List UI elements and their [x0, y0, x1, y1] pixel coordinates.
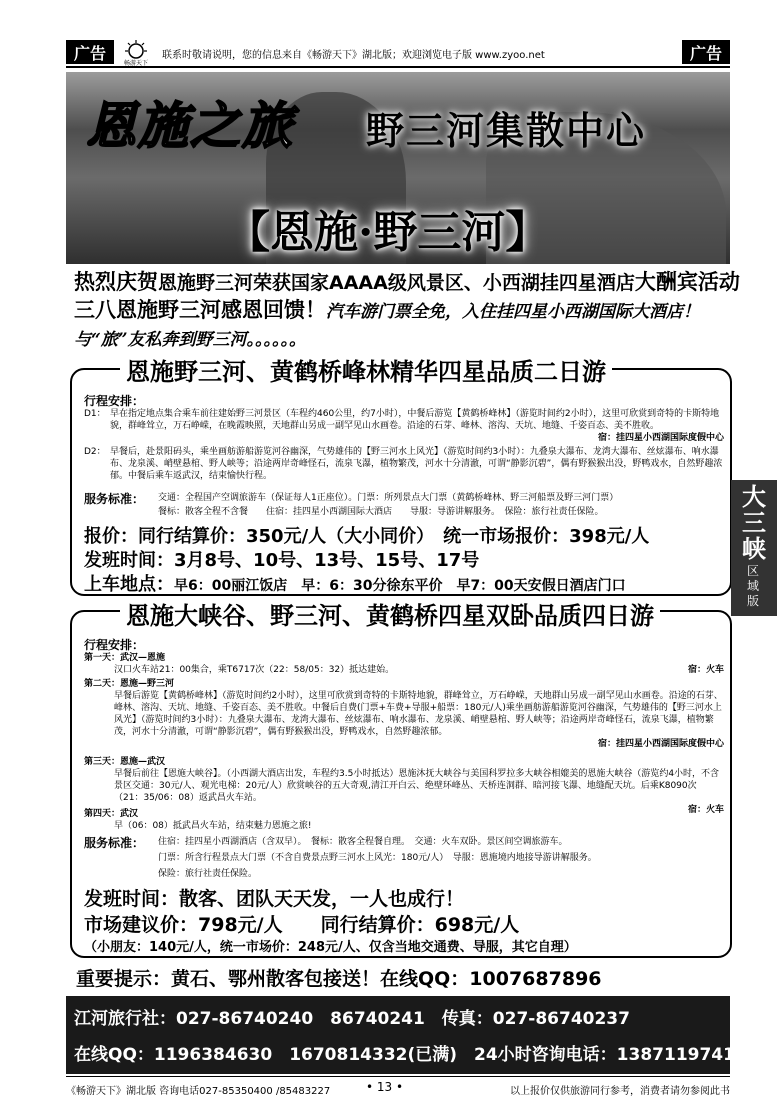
contact-band [66, 996, 747, 1074]
important-notice: 重要提示：黄石、鄂州散客包接送！在线QQ：1007687896 [76, 968, 602, 990]
tour-package-2 [70, 601, 732, 958]
service-label: 服务标准： [84, 492, 145, 506]
tour-1-price: 报价：同行结算价：350元/人（大小同价） 统一市场报价：398元/人 [84, 526, 650, 547]
tour-2-service-3: 保险：旅行社责任保险。 [158, 869, 258, 879]
tour-1-day-2: D2： 早餐后，赴景阳码头，乘坐画舫游船游览河谷幽深，气势雄伟的【野三河水上风光】（游览时间约3小时）：九叠泉大瀑布、龙湾大瀑布、丝炫瀑布、响水瀑布、龙泉溪、峭壁悬棺、野人峡等；沿途两岸奇峰怪石，流泉飞瀑，植物繁茂，河水十分清澈，可谓“静影沉碧”，偶有野猴猴出没，野鸭戏水，自然野趣浓郁。中餐后乘车返武汉，结束愉快行程。 [84, 447, 723, 481]
tour-1-service-1: 交通：全程国产空调旅游车（保证每人1正座位）。门票：所列景点大门票（黄鹤桥峰林、野三河船票及野三河门票） [158, 493, 619, 503]
tour-2-day-1: 第一天：武汉—恩施 汉口火车站21：00集合，乘T6717次（22：58/05：32）抵达建始。 宿：火车 [84, 653, 724, 675]
ad-label-right: 广告 [682, 40, 730, 64]
tour-2-day-4: 第四天：武汉 早（06：08）抵武昌火车站，结束魅力恩施之旅! [84, 809, 312, 831]
header-notice: 联系时敬请说明，您的信息来自《畅游天下》湖北版；欢迎浏览电子版 www.zyoo.net [162, 50, 545, 61]
tour-2-day-3: 第三天：恩施—武汉 早餐后前往【恩施大峡谷】。（小西湖大酒店出发，车程约3.5小时抵达）恩施沐抚大峡谷与美国科罗拉多大峡谷相媲美的恩施大峡谷（游览约4小时，不含景区交通：30元/人、观光电梯：20元/人）欣赏峡谷的五大奇观,清江开白云、绝壁环峰丛、天桥连洞群、暗河接飞瀑、地缝配天坑。后乘K8090次（21：35/06：08）返武昌火车站。 宿：火车 [84, 757, 724, 815]
tour-1-pickup: 上车地点：早6：00丽江饭店 早：6：30分徐东平价 早7：00天安假日酒店门口 [84, 574, 626, 595]
tour-2-service-2: 门票：所含行程景点大门票（不含自费景点野三河水上风光：180元/人） 导服：恩施境内地接导游讲解服务。 [158, 853, 597, 863]
svg-text:畅游天下: 畅游天下 [123, 60, 149, 66]
banner-title: 野三河集散中心 [366, 108, 647, 153]
tour-2-day-2: 第二天：恩施—野三河 早餐后游览【黄鹤桥峰林】（游览时间约2小时），这里可欣赏到奇特的卡斯特地貌，群峰耸立，万石峥嵘，天地群山另成一副罕见山水画卷。沿途的石芽、峰林、溶沟、天坑、地缝、千姿百态、美不胜收。中餐后自费(门票+车费+导服+船票：180元/人)乘坐画舫游船游览河谷幽深，气势雄伟的【野三河水上风光】（游览时间约3小时）：九叠泉大瀑布、龙湾大瀑布、丝炫瀑布、响水瀑布、龙泉溪、峭壁悬棺、野人峡等；沿途两岸奇峰怪石，流泉飞瀑，植物繁茂，河水十分清澈，可谓“静影沉碧”，偶有野猴猴出没，野鸭戏水，自然野趣浓郁。 宿：挂四星小西湖国际度假中心 [84, 679, 724, 749]
tour-2-price: 市场建议价：798元/人 同行结算价：698元/人 [84, 914, 520, 936]
region-tab: 大三峡 区域版 [731, 480, 777, 616]
ad-label-left: 广告 [66, 40, 114, 64]
hero-banner [66, 72, 730, 264]
contact-qq-line: 在线QQ：1196384630 1670814332(已满) 24小时咨询电话：13871197411 [74, 1045, 747, 1065]
tour-2-title: 恩施大峡谷、野三河、黄鹤桥四星双卧品质四日游 [120, 596, 660, 631]
footer-publication: 《畅游天下》湖北版 咨询电话027-85350400 /85483227 [66, 1086, 331, 1097]
tour-1-service-2: 餐标：散客全程不含餐 住宿：挂四星小西湖国际大酒店 导服：导游讲解服务。 保险：旅行社责任保险。 [158, 507, 604, 517]
tour-package-1 [70, 357, 732, 596]
tour-1-title: 恩施野三河、黄鹤桥峰林精华四星品质二日游 [120, 352, 612, 387]
tour-1-day-1: D1： 早在指定地点集合乘车前往建始野三河景区（车程约460公里，约7小时），中餐后游览【黄鹤桥峰林】（游览时间约2小时），这里可欣赏到奇特的卡斯特地貌，群峰耸立，万石峥嵘，在晚霞映照，天地群山另成一副罕见山水画卷。沿途的石芽、峰林、溶沟、天坑、地缝、千姿百态、美不胜收。 宿：挂四星小西湖国际度假中心 [84, 409, 724, 443]
itinerary-label-2: 行程安排： [84, 638, 145, 652]
contact-phone-line: 江河旅行社：027-86740240 86740241 传真：027-86740237 [74, 1009, 630, 1029]
page-number: • 13 • [366, 1080, 404, 1094]
footer-divider [66, 1076, 730, 1077]
banner-subtitle: 【恩施·野三河】 [226, 207, 550, 258]
headline-congrats: 热烈庆贺恩施野三河荣获国家AAAA级风景区、小西湖挂四星酒店大酬宾活动 [74, 270, 740, 294]
tour-2-service-1: 住宿：挂四星小西湖酒店（含双早）。 餐标：散客全程餐自理。 交通：火车双卧。景区间空调旅游车。 [158, 837, 568, 847]
brand-title: 恩施之旅 [86, 96, 294, 155]
tour-1-departure: 发班时间：3月8号、10号、13号、15号、17号 [84, 550, 480, 571]
headline-promo: 三八恩施野三河感恩回馈！汽车游门票全免，入住挂四星小西湖国际大酒店！与“旅”友私奔到野三河。。。。。。 [74, 297, 700, 350]
tour-2-child-price: （小朋友：140元/人，统一市场价：248元/人、仅含当地交通费、导服，其它自理） [84, 940, 577, 955]
footer-disclaimer: 以上报价仅供旅游同行参考，消费者请勿参阅此书 [510, 1086, 730, 1097]
itinerary-label: 行程安排： [84, 394, 145, 408]
tour-2-departure: 发班时间：散客、团队天天发，一人也成行！ [84, 888, 465, 910]
header-divider [66, 66, 730, 68]
service-label-2: 服务标准： [84, 836, 145, 850]
logo [118, 38, 154, 66]
